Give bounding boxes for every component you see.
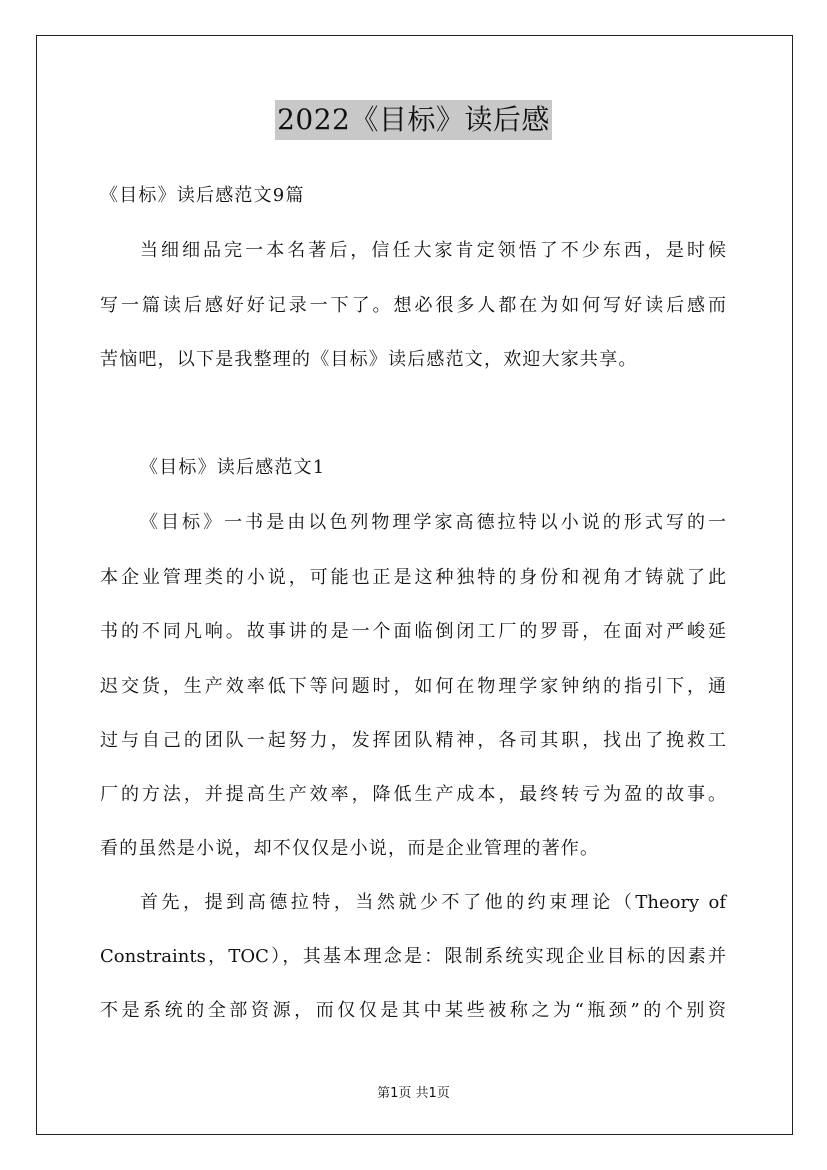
body-line: 过与自己的团队一起努力，发挥团队精神，各司其职，找出了挽救工 (100, 730, 726, 751)
body-line: Constraints，TOC），其基本理念是：限制系统实现企业目标的因素并 (100, 946, 726, 967)
body-line: 书的不同凡响。故事讲的是一个面临倒闭工厂的罗哥，在面对严峻延 (100, 621, 726, 642)
body-line: 《目标》一书是由以色列物理学家高德拉特以小说的形式写的一 (140, 512, 726, 533)
body-line: 首先，提到高德拉特，当然就少不了他的约束理论（Theory of (140, 892, 726, 913)
body-line: 本企业管理类的小说，可能也正是这种独特的身份和视角才铸就了此 (100, 567, 726, 588)
section-heading: 《目标》读后感范文1 (140, 457, 326, 478)
body-line: 看的虽然是小说，却不仅仅是小说，而是企业管理的著作。 (100, 838, 600, 859)
body-line: 不是系统的全部资源，而仅仅是其中某些被称之为“瓶颈”的个别资 (100, 1000, 726, 1021)
intro-line: 当细细品完一本名著后，信任大家肯定领悟了不少东西，是时候 (140, 240, 726, 261)
title-container (0, 100, 827, 140)
document-subtitle: 《目标》读后感范文9篇 (100, 185, 305, 206)
document-title: 2022《目标》读后感 (275, 100, 552, 140)
intro-line: 写一篇读后感好好记录一下了。想必很多人都在为如何写好读后感而 (100, 295, 726, 316)
body-line: 迟交货，生产效率低下等问题时，如何在物理学家钟纳的指引下，通 (100, 676, 726, 697)
intro-line: 苦恼吧，以下是我整理的《目标》读后感范文，欢迎大家共享。 (100, 349, 638, 370)
body-line: 厂的方法，并提高生产效率，降低生产成本，最终转亏为盈的故事。 (100, 784, 726, 805)
page-number-footer: 第1页 共1页 (377, 1086, 450, 1101)
